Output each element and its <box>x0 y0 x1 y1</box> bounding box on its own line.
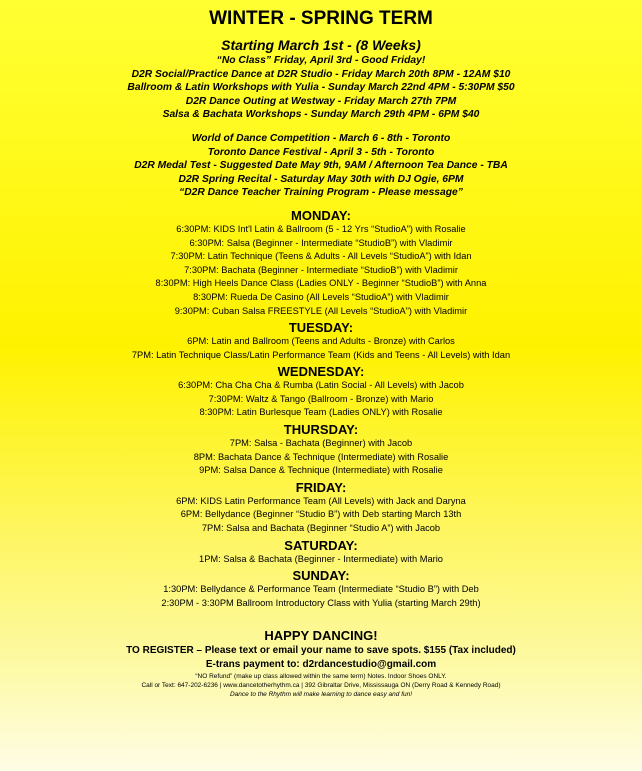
class-item: 8PM: Bachata Dance & Technique (Intermediate) with Rosalie <box>193 451 449 462</box>
day-heading-tuesday: TUESDAY: <box>288 320 354 336</box>
happy-dancing-heading: HAPPY DANCING! <box>264 628 378 644</box>
class-item: 9PM: Salsa Dance & Technique (Intermediate) with Rosalie <box>199 465 443 476</box>
event-item: World of Dance Competition - March 6 - 8th - Toronto <box>191 132 451 144</box>
class-item: 6PM: KIDS Latin Performance Team (All Levels) with Jack and Daryna <box>176 495 466 506</box>
event-item: D2R Social/Practice Dance at D2R Studio - Friday March 20th 8PM - 12AM $10 <box>131 68 511 80</box>
event-item: “D2R Dance Teacher Training Program - Please message” <box>179 187 463 199</box>
day-heading-wednesday: WEDNESDAY: <box>277 364 365 380</box>
day-heading-thursday: THURSDAY: <box>283 422 359 438</box>
class-item: 6PM: Latin and Ballroom (Teens and Adults - Bronze) with Carlos <box>187 336 455 347</box>
day-heading-saturday: SATURDAY: <box>284 537 358 553</box>
class-item: 8:30PM: Latin Burlesque Team (Ladies ONLY) with Rosalie <box>199 407 443 418</box>
class-item: 6PM: Bellydance (Beginner “Studio B”) with Deb starting March 13th <box>180 509 462 520</box>
class-item: 6:30PM: Cha Cha Cha & Rumba (Latin Social - All Levels) with Jacob <box>178 380 464 391</box>
tagline <box>0 690 642 699</box>
event-item: “No Class” Friday, April 3rd - Good Friday! <box>216 55 426 66</box>
spacer <box>0 200 642 206</box>
events-list-2 <box>0 132 642 200</box>
class-item: 8:30PM: Rueda De Casino (All Levels “StudioA”) with Vladimir <box>193 291 449 302</box>
etransfer-info: E-trans payment to: d2rdancestudio@gmail.com <box>205 659 437 671</box>
spacer <box>0 122 642 132</box>
events-list-1 <box>0 54 642 122</box>
class-item: 7PM: Salsa and Bachata (Beginner “Studio A”) with Jacob <box>201 523 441 534</box>
event-item: D2R Spring Recital - Saturday May 30th with DJ Ogie, 6PM <box>178 173 464 185</box>
event-item: Toronto Dance Festival - April 3 - 5th - Toronto <box>207 146 435 158</box>
event-item: D2R Medal Test - Suggested Date May 9th, 9AM / Afternoon Tea Dance - TBA <box>134 160 508 172</box>
event-item: Salsa & Bachata Workshops - Sunday March 29th 4PM - 6PM $40 <box>162 109 480 121</box>
weekly-schedule <box>0 208 642 610</box>
class-item: 6:30PM: KIDS Int'l Latin & Ballroom (5 - 12 Yrs “StudioA”) with Rosalie <box>176 223 466 234</box>
event-item: Ballroom & Latin Workshops with Yulia - Sunday March 22nd 4PM - 5:30PM $50 <box>127 82 515 94</box>
class-item: 9:30PM: Cuban Salsa FREESTYLE (All Levels “StudioA”) with Vladimir <box>174 305 468 316</box>
term-title: WINTER - SPRING TERM <box>209 8 433 29</box>
day-heading-sunday: SUNDAY: <box>292 568 350 584</box>
tagline-text: Dance to the Rhythm will make learning to dance easy and fun! <box>229 691 413 699</box>
class-item: 8:30PM: High Heels Dance Class (Ladies ONLY - Beginner “StudioB”) with Anna <box>155 278 487 289</box>
class-item: 7:30PM: Waltz & Tango (Ballroom - Bronze) with Mario <box>208 393 434 404</box>
class-item: 7PM: Latin Technique Class/Latin Performance Team (Kids and Teens - All Levels) with Idan <box>131 349 511 360</box>
class-item: 1:30PM: Bellydance & Performance Team (Intermediate “Studio B”) with Deb <box>163 584 479 595</box>
class-item: 6:30PM: Salsa (Beginner - Intermediate “StudioB”) with Vladimir <box>189 237 453 248</box>
register-instructions: TO REGISTER – Please text or email your name to save spots. $155 (Tax included) <box>126 645 516 657</box>
class-item: 1PM: Salsa & Bachata (Beginner - Intermediate) with Mario <box>199 553 443 564</box>
contact-info: Call or Text: 647-202-6236 | www.dancetotherhythm.ca | 392 Gibraltar Drive, Mississauga ON (Derry Road & Kennedy Road) <box>141 682 501 690</box>
refund-note: “NO Refund” (make up class allowed within the same term) Notes. Indoor Shoes ONLY. <box>195 673 447 681</box>
class-item: 2:30PM - 3:30PM Ballroom Introductory Class with Yulia (starting March 29th) <box>161 597 481 608</box>
event-item: D2R Dance Outing at Westway - Friday March 27th 7PM <box>185 95 457 107</box>
class-item: 7:30PM: Bachata (Beginner - Intermediate “StudioB”) with Vladimir <box>184 264 458 275</box>
class-item: 7:30PM: Latin Technique (Teens & Adults - All Levels “StudioA”) with Idan <box>170 251 472 262</box>
day-heading-friday: FRIDAY: <box>295 479 347 495</box>
term-start-subtitle: Starting March 1st - (8 Weeks) <box>221 37 421 53</box>
class-item: 7PM: Salsa - Bachata (Beginner) with Jacob <box>229 438 413 449</box>
day-heading-monday: MONDAY: <box>291 207 351 223</box>
